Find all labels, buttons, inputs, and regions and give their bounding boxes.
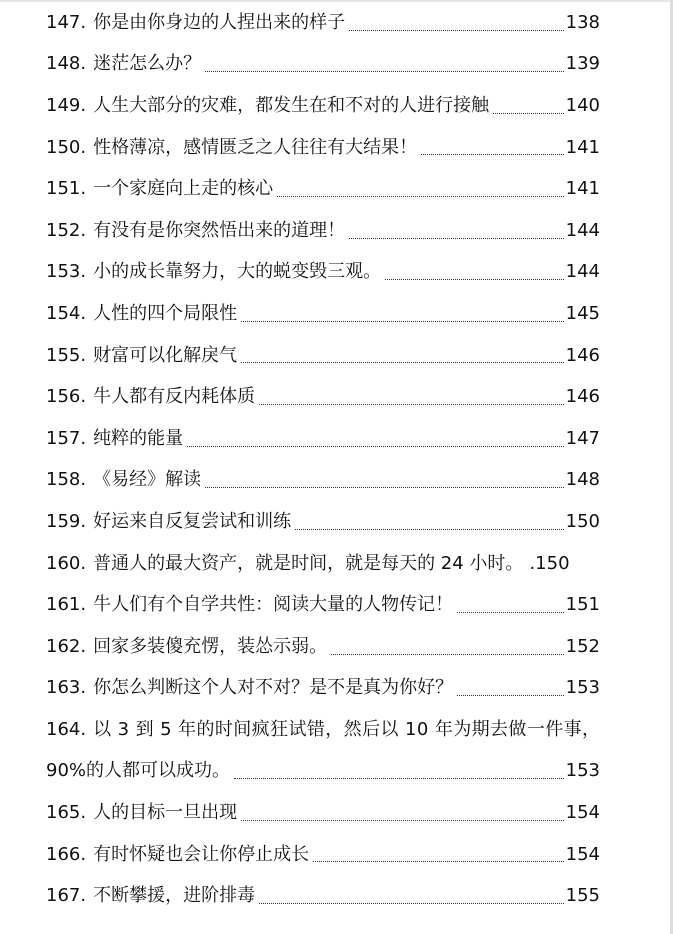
- dot-leader: [457, 611, 564, 613]
- entry-number: 149.: [46, 94, 87, 116]
- toc-entry-165[interactable]: [46, 792, 600, 834]
- entry-number: 150.: [46, 136, 87, 158]
- toc-entry-158[interactable]: [46, 460, 600, 502]
- entry-number: 165.: [46, 802, 87, 824]
- entry-page: 150: [565, 510, 600, 532]
- toc-entry-148[interactable]: [46, 44, 600, 86]
- toc-entry-157[interactable]: [46, 418, 600, 460]
- dot-leader: [241, 320, 564, 322]
- entry-number: 147.: [46, 11, 87, 33]
- entry-page: 141: [565, 178, 600, 200]
- dot-leader: [259, 902, 564, 904]
- entry-number: 156.: [46, 386, 87, 408]
- entry-number: 155.: [46, 344, 87, 366]
- entry-page: 153: [565, 760, 600, 782]
- toc-entry-155[interactable]: [46, 335, 600, 377]
- toc-entry-161[interactable]: [46, 584, 600, 626]
- toc-entry-156[interactable]: [46, 376, 600, 418]
- entry-title: 以 3 到 5 年的时间疯狂试错，然后以 10 年为期去做一件事，: [93, 718, 601, 740]
- entry-number: 167.: [46, 885, 87, 907]
- entry-number: 153.: [46, 261, 87, 283]
- entry-title: 有没有是你突然悟出来的道理！: [93, 219, 346, 241]
- toc-entry-163[interactable]: [46, 668, 600, 710]
- entry-number: 157.: [46, 427, 87, 449]
- dot-leader: [421, 153, 564, 155]
- toc-entry-152[interactable]: [46, 210, 600, 252]
- toc-entry-151[interactable]: [46, 168, 600, 210]
- table-of-contents: [46, 0, 600, 917]
- entry-title: 牛人都有反内耗体质: [93, 386, 256, 408]
- entry-page: 152: [565, 635, 600, 657]
- entry-title-continued: 90%的人都可以成功。: [46, 760, 231, 782]
- entry-title: 财富可以化解戾气: [93, 344, 238, 366]
- entry-title: 你是由你身边的人捏出来的样子: [93, 11, 346, 33]
- entry-page: 144: [565, 219, 600, 241]
- entry-number: 166.: [46, 843, 87, 865]
- entry-number: 160.: [46, 552, 87, 574]
- entry-number: 158.: [46, 469, 87, 491]
- entry-title: 纯粹的能量: [93, 427, 184, 449]
- entry-title: 有时怀疑也会让你停止成长: [93, 843, 310, 865]
- entry-page: 145: [565, 302, 600, 324]
- dot-leader: [277, 195, 564, 197]
- entry-title: 小的成长靠努力，大的蜕变毁三观。: [93, 261, 382, 283]
- entry-page: 154: [565, 802, 600, 824]
- toc-entry-164[interactable]: [46, 709, 600, 751]
- entry-number: 161.: [46, 594, 87, 616]
- dot-leader: [259, 403, 564, 405]
- dot-leader: [313, 860, 564, 862]
- entry-page: 139: [565, 53, 600, 75]
- dot-leader: [234, 777, 564, 779]
- entry-page: 151: [565, 594, 600, 616]
- toc-entry-153[interactable]: [46, 252, 600, 294]
- entry-title: 人生大部分的灾难，都发生在和不对的人进行接触: [93, 94, 490, 116]
- toc-entry-164-continued[interactable]: [46, 751, 600, 793]
- dot-leader: [349, 29, 564, 31]
- entry-page: 154: [565, 843, 600, 865]
- dot-leader: [349, 237, 564, 239]
- entry-page: 146: [565, 386, 600, 408]
- entry-page: .150: [529, 552, 570, 574]
- entry-page: 155: [565, 885, 600, 907]
- toc-entry-149[interactable]: [46, 85, 600, 127]
- entry-number: 148.: [46, 53, 87, 75]
- entry-title: 好运来自反复尝试和训练: [93, 510, 292, 532]
- entry-number: 154.: [46, 302, 87, 324]
- dot-leader: [241, 361, 564, 363]
- entry-page: 144: [565, 261, 600, 283]
- toc-entry-160[interactable]: [46, 543, 600, 585]
- entry-number: 162.: [46, 635, 87, 657]
- entry-number: 163.: [46, 677, 87, 699]
- entry-title: 性格薄凉，感情匮乏之人往往有大结果！: [93, 136, 418, 158]
- dot-leader: [241, 819, 564, 821]
- entry-number: 151.: [46, 178, 87, 200]
- dot-leader: [187, 445, 564, 447]
- toc-entry-154[interactable]: [46, 293, 600, 335]
- entry-title: 《易经》解读: [93, 469, 202, 491]
- entry-page: 153: [565, 677, 600, 699]
- entry-page: 148: [565, 469, 600, 491]
- dot-leader: [295, 528, 564, 530]
- entry-title: 人性的四个局限性: [93, 302, 238, 324]
- entry-title: 牛人们有个自学共性：阅读大量的人物传记！: [93, 594, 454, 616]
- entry-page: 147: [565, 427, 600, 449]
- dot-leader: [493, 112, 564, 114]
- entry-page: 146: [565, 344, 600, 366]
- toc-entry-167[interactable]: [46, 875, 600, 917]
- dot-leader: [457, 694, 564, 696]
- entry-number: 159.: [46, 510, 87, 532]
- entry-title: 回家多装傻充愣，装怂示弱。: [93, 635, 328, 657]
- entry-page: 141: [565, 136, 600, 158]
- dot-leader: [205, 486, 564, 488]
- toc-entry-147[interactable]: [46, 2, 600, 44]
- entry-page: 140: [565, 94, 600, 116]
- entry-title: 普通人的最大资产，就是时间，就是每天的 24 小时。: [93, 552, 524, 574]
- entry-title: 迷茫怎么办？: [93, 53, 202, 75]
- entry-number: 152.: [46, 219, 87, 241]
- dot-leader: [205, 70, 564, 72]
- toc-entry-162[interactable]: [46, 626, 600, 668]
- entry-page: 138: [565, 11, 600, 33]
- toc-entry-166[interactable]: [46, 834, 600, 876]
- entry-title: 不断攀援，进阶排毒: [93, 885, 256, 907]
- toc-entry-159[interactable]: [46, 501, 600, 543]
- dot-leader: [385, 278, 564, 280]
- dot-leader: [331, 653, 564, 655]
- toc-entry-150[interactable]: [46, 127, 600, 169]
- entry-number: 164.: [46, 718, 87, 740]
- entry-title: 人的目标一旦出现: [93, 802, 238, 824]
- entry-title: 你怎么判断这个人对不对？是不是真为你好？: [93, 677, 454, 699]
- entry-title: 一个家庭向上走的核心: [93, 178, 274, 200]
